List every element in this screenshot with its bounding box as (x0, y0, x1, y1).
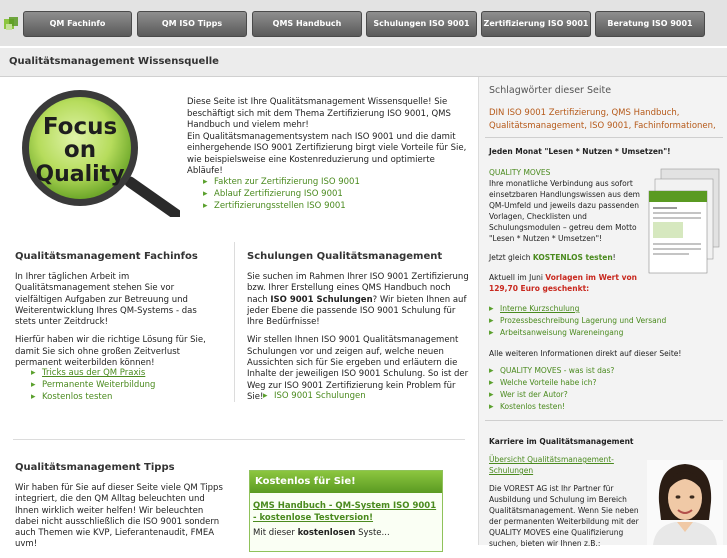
nav-item-qm-iso-tipps[interactable]: QM ISO Tipps (137, 11, 247, 37)
nav-item-zertifizierung[interactable]: Zertifizierung ISO 9001 (481, 11, 591, 37)
link-fakten-zertifizierung[interactable]: ▸ Fakten zur Zertifizierung ISO 9001 (203, 176, 360, 188)
schulungen-p1-bold: ISO 9001 Schulungen (270, 294, 373, 305)
tipps-heading: Qualitätsmanagement Tipps (15, 462, 175, 473)
test-line-b: ! (612, 253, 616, 262)
monthly-title: Jeden Monat "Lesen * Nutzen * Umsetzen"! (489, 147, 671, 156)
magazine-stack-image (645, 167, 723, 277)
info-line: Alle weiteren Informationen direkt auf dieser Seite! (489, 349, 682, 358)
keywords-heading: Schlagwörter dieser Seite (489, 85, 612, 96)
link-interne-kurzschulung[interactable]: ▸ Interne Kurzschulung (489, 303, 666, 315)
focus-on-quality-magnifier-image (12, 90, 180, 217)
offer-links (489, 303, 666, 339)
page-title: Qualitätsmanagement Wissensquelle (9, 56, 219, 67)
top-navigation (0, 0, 727, 46)
tipps-text (15, 483, 225, 558)
on-word: on (63, 137, 97, 163)
nav-item-qms-handbuch[interactable]: QMS Handbuch (252, 11, 362, 37)
free-trial-text-b: Syste... (355, 528, 390, 538)
quality-moves-text: Ihre monatliche Verbindung aus sofort einsetzbaren Handlungswissen aus dem QM-Umfeld und jeweils dazu passenden Vorlagen, Checklisten und Schulungsmodulen – getreu dem Motto "Lesen * Nutzen * Umsetzen"! (489, 179, 640, 243)
test-line-link[interactable]: KOSTENLOS testen (532, 253, 613, 262)
quality-word: Quality (35, 162, 125, 187)
schulungen-links (263, 390, 366, 402)
karriere-title: Karriere im Qualitätsmanagement (489, 437, 634, 446)
schulungen-p1-a: Sie suchen im Rahmen Ihrer ISO 9001 Zertifizierung bzw. Ihrer Erstellung eines QMS Handbuch noch nach (247, 272, 469, 305)
link-prozessbeschreibung[interactable]: ▸ Prozessbeschreibung Lagerung und Versand (489, 315, 666, 327)
fachinfos-links (31, 367, 155, 403)
sidebar (479, 77, 727, 548)
intro-text (187, 97, 470, 178)
home-logo-icon[interactable] (3, 16, 19, 32)
sidebar-separator (485, 137, 723, 138)
free-trial-text (250, 524, 442, 538)
link-iso-9001-schulungen[interactable]: ▸ ISO 9001 Schulungen (263, 390, 366, 402)
tipps-paragraph-1: Wir haben für Sie auf dieser Seite viele QM Tipps integriert, die den QM Alltag beleuchten und Ihnen wirklich weiter helfen! Wir beleuchten dabei nicht ausschließlich die ISO 9001 sondern auch Themen wie KVP, Lieferantenaudit, FMEA uvm! (15, 483, 223, 550)
nav-item-schulungen[interactable]: Schulungen ISO 9001 (366, 11, 477, 37)
focus-word: Focus (42, 114, 118, 140)
free-trial-box[interactable] (249, 470, 443, 552)
schulungen-paragraph-2: Wir stellen Ihnen ISO 9001 Qualitätsmanagement Schulungen vor und zeigen auf, welche neuen Aussichten sich für Sie ergeben und erläutern die Inhalte der jeweiligen ISO 9001 Schulung. So ist der Weg zur ISO 9001 Zertifizierung kein Problem für Sie! (247, 335, 469, 402)
link-ablauf-zertifizierung[interactable]: ▸ Ablauf Zertifizierung ISO 9001 (203, 188, 360, 200)
title-bar (0, 48, 727, 77)
nav-item-beratung[interactable]: Beratung ISO 9001 (595, 11, 705, 37)
free-trial-text-a: Mit dieser (253, 528, 298, 538)
test-line (489, 252, 616, 263)
sidebar-separator-2 (485, 420, 723, 421)
schulungen-heading: Schulungen Qualitätsmanagement (247, 251, 443, 262)
karriere-text: Die VOREST AG ist Ihr Partner für Ausbildung und Schulung im Bereich Qualitätsmanagement. Wenn Sie neben der permanenten Weiterbildung mit der QUALITY MOVES eine Qualifizierung suchen, bieten wir Ihnen z.B.: (489, 484, 639, 548)
intro-paragraph-2: Ein Qualitätsmanagementsystem nach ISO 9001 und die damit einhergehende ISO 9001 Zertifizierung birgt viele Vorteile für Sie, wie beispielsweise eine Kostenreduzierung und optimierte Abläufe! (187, 131, 467, 176)
section-divider (13, 439, 465, 440)
nav-item-qm-fachinfo[interactable]: QM Fachinfo (23, 11, 132, 37)
keywords-text: DIN ISO 9001 Zertifizierung, QMS Handbuch, Qualitätsmanagement, ISO 9001, Fachinformationen, (489, 108, 716, 131)
offer-line-a: Aktuell im Juni (489, 273, 546, 282)
link-arbeitsanweisung[interactable]: ▸ Arbeitsanweisung Wareneingang (489, 327, 666, 339)
test-line-a: Jetzt gleich (489, 253, 533, 262)
intro-links (203, 176, 360, 212)
fachinfos-paragraph-2: Hierfür haben wir die richtige Lösung für Sie, damit Sie sich ohne großen Zeitverlust permanent weiterbilden können! (15, 335, 206, 369)
offer-line-red: Vorlagen im Wert von 129,70 Euro geschenkt: (489, 273, 637, 293)
link-quality-moves-was[interactable]: ▸ QUALITY MOVES - was ist das? (489, 365, 614, 377)
column-divider (234, 242, 235, 402)
link-wer-autor[interactable]: ▸ Wer ist der Autor? (489, 389, 614, 401)
link-permanente-weiterbildung[interactable]: ▸ Permanente Weiterbildung (31, 379, 155, 391)
woman-portrait-image (647, 460, 723, 545)
quality-moves-block (489, 167, 642, 244)
link-zertifizierungsstellen[interactable]: ▸ Zertifizierungsstellen ISO 9001 (203, 200, 360, 212)
fachinfos-paragraph-1: In Ihrer täglichen Arbeit im Qualitätsmanagement stehen Sie vor vielfältigen Aufgaben zur Betreuung und Weiterentwicklung Ihres QM-Systems - das stets unter Zeitdruck! (15, 272, 197, 328)
link-welche-vorteile[interactable]: ▸ Welche Vorteile habe ich? (489, 377, 614, 389)
fachinfos-text (15, 272, 220, 376)
info-links (489, 365, 614, 413)
link-kostenlos-testen[interactable]: ▸ Kostenlos testen (31, 391, 155, 403)
intro-paragraph-1: Diese Seite ist Ihre Qualitätsmanagement Wissensquelle! Sie beschäftigt sich mit dem Thema Zertifizierung ISO 9001, QMS Handbuch und vielem mehr! (187, 97, 451, 130)
karriere-link[interactable]: Übersicht Qualitätsmanagement-Schulungen (489, 455, 614, 475)
fachinfos-heading: Qualitätsmanagement Fachinfos (15, 251, 198, 262)
free-trial-text-bold: kostenlosen (297, 528, 356, 538)
karriere-block (489, 454, 639, 549)
link-kostenlos-testen-sidebar[interactable]: ▸ Kostenlos testen! (489, 401, 614, 413)
schulungen-p1-b: ? Wir bieten Ihnen auf jeder Ebene die passende ISO 9001 Schulung für Ihre Bedürfnisse! (247, 294, 467, 328)
schulungen-paragraph-1 (247, 272, 469, 328)
offer-line (489, 272, 639, 294)
free-trial-link[interactable]: QMS Handbuch - QM-System ISO 9001 - kostenlose Testversion! (253, 501, 437, 523)
quality-moves-title[interactable]: QUALITY MOVES (489, 168, 551, 177)
free-trial-header: Kostenlos für Sie! (250, 471, 442, 493)
main-content (0, 77, 479, 550)
link-tricks-qm-praxis[interactable]: ▸ Tricks aus der QM Praxis (31, 367, 155, 379)
